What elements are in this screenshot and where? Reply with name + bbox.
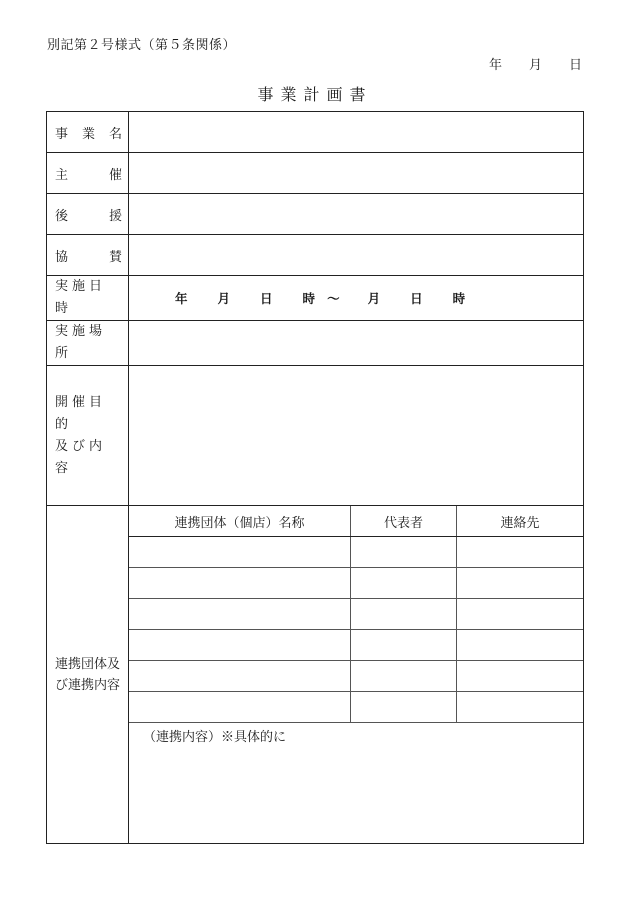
- representative-field[interactable]: [351, 537, 457, 568]
- label-text: 実施場所: [55, 324, 107, 361]
- table-row: [129, 630, 583, 661]
- label-char: 催: [108, 167, 122, 183]
- field-sponsor[interactable]: [129, 153, 584, 194]
- field-support[interactable]: [129, 194, 584, 235]
- contact-field[interactable]: [457, 630, 584, 661]
- label-partners: [47, 506, 129, 844]
- label-text: 連携団体及: [55, 656, 121, 672]
- partner-name-field[interactable]: [129, 599, 351, 630]
- representative-field[interactable]: [351, 630, 457, 661]
- label-business-name: [47, 112, 129, 153]
- row-cosponsor: [47, 235, 584, 276]
- contact-field[interactable]: [457, 661, 584, 692]
- field-business-name[interactable]: [129, 112, 584, 153]
- row-datetime: [47, 276, 584, 321]
- table-row: [129, 537, 583, 568]
- label-cosponsor: [47, 235, 129, 276]
- row-purpose: [47, 366, 584, 506]
- table-row: [129, 661, 583, 692]
- field-cosponsor[interactable]: [129, 235, 584, 276]
- contact-field[interactable]: [457, 568, 584, 599]
- field-venue[interactable]: [129, 321, 584, 366]
- partner-header-row: [129, 506, 583, 537]
- end-day: 日: [410, 291, 423, 306]
- form-label: 別記第２号様式（第５条関係）: [47, 38, 237, 53]
- label-support: [47, 194, 129, 235]
- partner-name-field[interactable]: [129, 661, 351, 692]
- representative-field[interactable]: [351, 661, 457, 692]
- header-contact: 連絡先: [457, 506, 584, 537]
- label-char: 賛: [108, 249, 122, 265]
- label-char: 協: [55, 249, 69, 265]
- row-partners: [47, 506, 584, 844]
- contact-field[interactable]: [457, 692, 584, 723]
- date-line: [489, 54, 582, 73]
- partners-cell: [129, 506, 584, 844]
- label-text: 及び内容: [55, 438, 107, 476]
- plan-table: [46, 111, 584, 844]
- document-title: 事業計画書: [257, 85, 373, 104]
- representative-field[interactable]: [351, 599, 457, 630]
- partner-table: [129, 506, 583, 723]
- label-venue: [47, 321, 129, 366]
- label-datetime: [47, 276, 129, 321]
- partner-content-label: （連携内容）※具体的に: [143, 730, 287, 745]
- label-text: 実施日時: [55, 279, 107, 316]
- representative-field[interactable]: [351, 568, 457, 599]
- header-partner-name: 連携団体（個店）名称: [129, 506, 351, 537]
- end-hour: 時: [452, 291, 466, 306]
- start-year: 年: [175, 291, 188, 306]
- field-datetime[interactable]: [129, 276, 584, 321]
- row-venue: [47, 321, 584, 366]
- label-char: 援: [108, 208, 122, 224]
- contact-field[interactable]: [457, 599, 584, 630]
- start-month: 月: [217, 291, 231, 306]
- row-business-name: [47, 112, 584, 153]
- label-text: 開催目的: [55, 394, 107, 432]
- start-day: 日: [260, 291, 273, 306]
- table-row: [129, 692, 583, 723]
- header-representative: 代表者: [351, 506, 457, 537]
- row-support: [47, 194, 584, 235]
- label-purpose: [47, 366, 129, 506]
- label-text: び連携内容: [55, 677, 121, 693]
- date-year: 年: [488, 58, 502, 73]
- field-purpose[interactable]: [129, 366, 584, 506]
- table-row: [129, 599, 583, 630]
- tilde: 〜: [327, 291, 340, 306]
- representative-field[interactable]: [351, 692, 457, 723]
- partner-name-field[interactable]: [129, 568, 351, 599]
- label-sponsor: [47, 153, 129, 194]
- end-month: 月: [367, 291, 381, 306]
- partner-name-field[interactable]: [129, 537, 351, 568]
- label-char: 名: [108, 126, 122, 142]
- contact-field[interactable]: [457, 537, 584, 568]
- partner-name-field[interactable]: [129, 692, 351, 723]
- label-char: 事: [55, 126, 69, 142]
- date-month: 月: [528, 58, 542, 73]
- table-row: [129, 568, 583, 599]
- partner-name-field[interactable]: [129, 630, 351, 661]
- label-char: 業: [81, 126, 95, 142]
- start-hour: 時: [302, 291, 316, 306]
- date-day: 日: [568, 58, 582, 73]
- label-char: 主: [55, 167, 69, 183]
- label-char: 後: [55, 208, 69, 224]
- row-sponsor: [47, 153, 584, 194]
- partner-content-field[interactable]: [129, 723, 583, 843]
